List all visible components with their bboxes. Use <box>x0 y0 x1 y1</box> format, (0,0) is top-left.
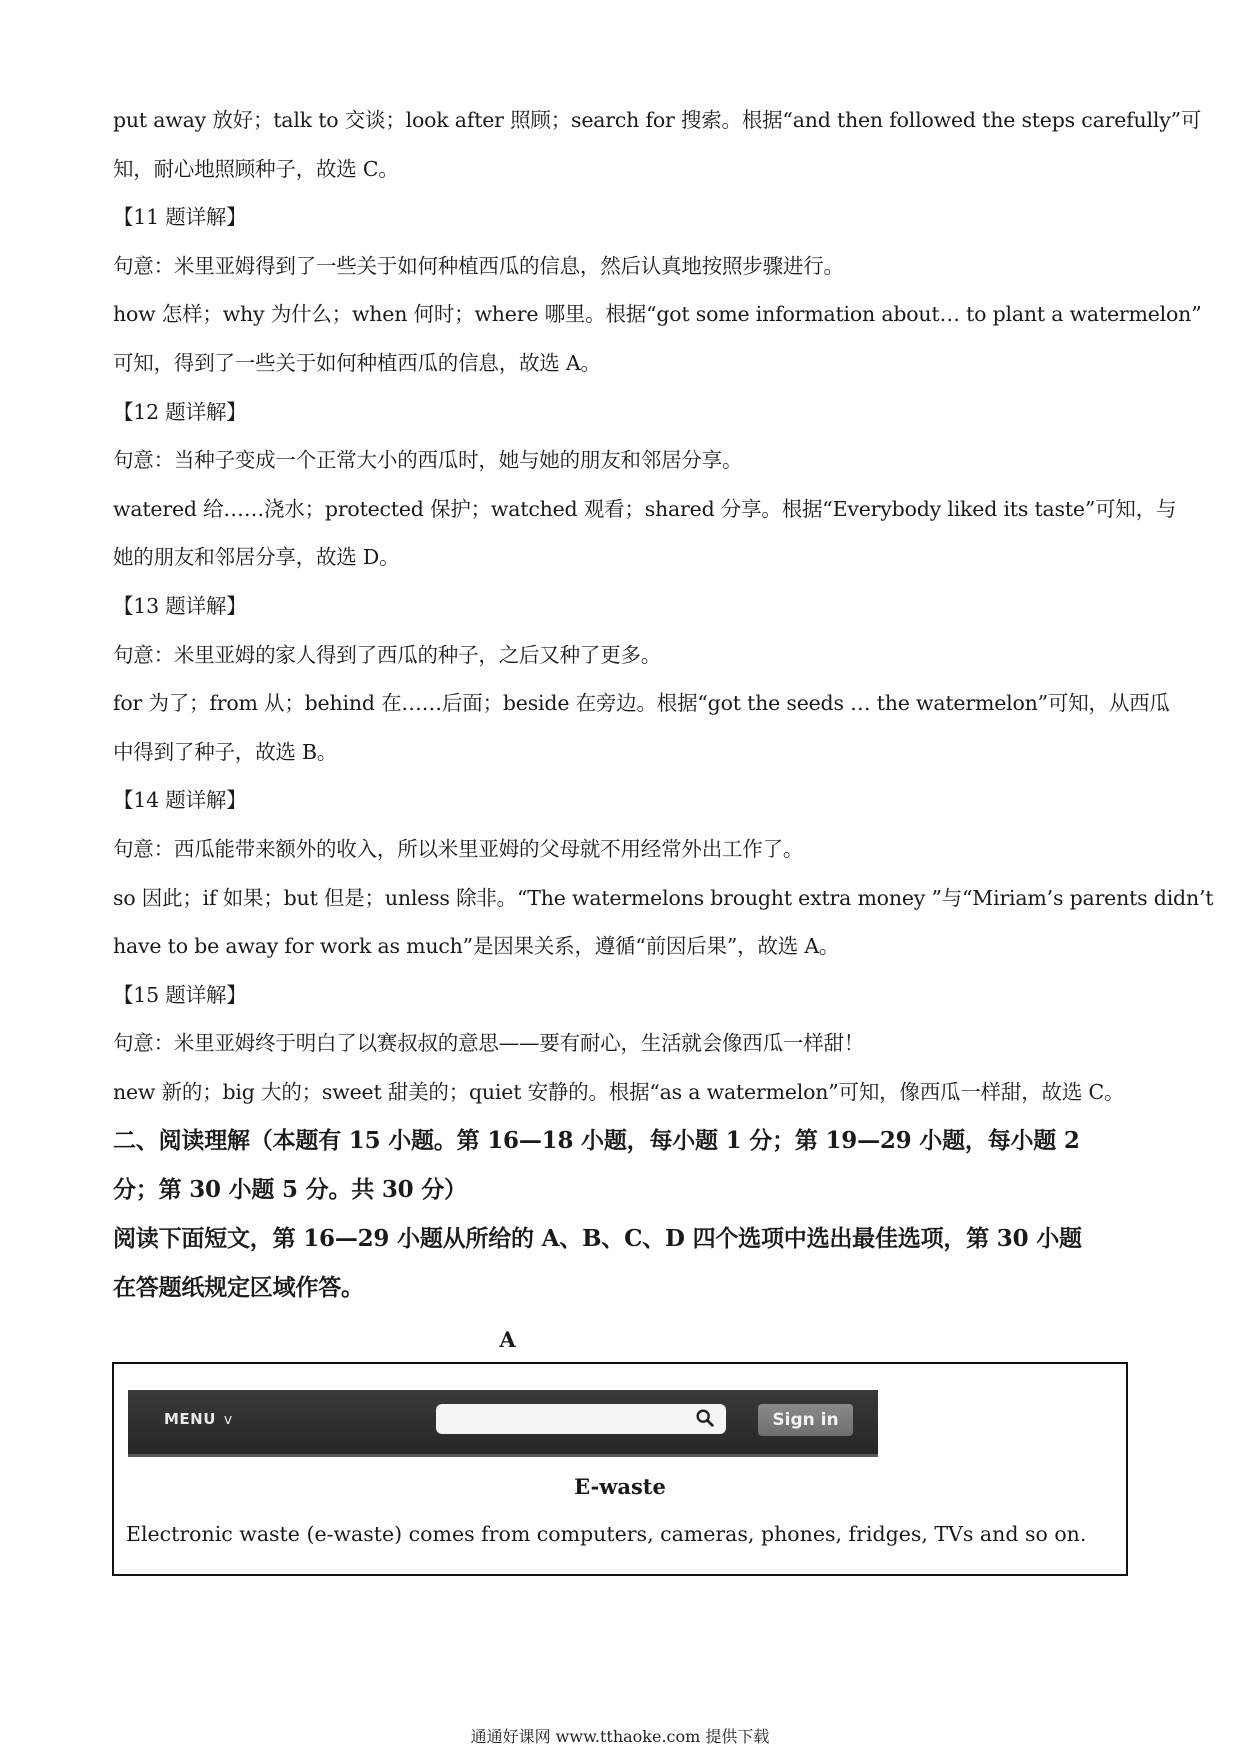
passage-label: A <box>499 1327 516 1352</box>
section-instructions: 阅读下面短文，第 16—29 小题从所给的 A、B、C、D 四个选项中选出最佳选项，第 30 小题 <box>113 1225 1082 1253</box>
text-line: 句意：西瓜能带来额外的收入，所以米里亚姆的父母就不用经常外出工作了。 <box>113 836 804 861</box>
question-heading-14: 【14 题详解】 <box>113 788 247 813</box>
passage-title: E-waste <box>574 1474 666 1499</box>
question-heading-12: 【12 题详解】 <box>113 399 247 424</box>
text-line: put away 放好；talk to 交谈；look after 照顾；search for 搜索。根据“and then followed the steps carefully”可 <box>113 108 1202 132</box>
text-line: 中得到了种子，故选 B。 <box>113 739 338 764</box>
sign-in-button[interactable]: Sign in <box>758 1404 853 1436</box>
section-heading: 二、阅读理解（本题有 15 小题。第 16—18 小题，每小题 1 分；第 19—29 小题，每小题 2 <box>113 1127 1080 1155</box>
text-line: new 新的；big 大的；sweet 甜美的；quiet 安静的。根据“as a watermelon”可知，像西瓜一样甜，故选 C。 <box>113 1079 1125 1104</box>
question-heading-15: 【15 题详解】 <box>113 982 247 1007</box>
menu-label: MENU <box>164 1410 216 1428</box>
search-input[interactable] <box>436 1404 726 1434</box>
text-line: 可知，得到了一些关于如何种植西瓜的信息，故选 A。 <box>113 350 601 375</box>
text-line: 句意：米里亚姆终于明白了以赛叔叔的意思——要有耐心，生活就会像西瓜一样甜！ <box>113 1031 865 1056</box>
passage-box <box>112 1362 1128 1576</box>
text-line: have to be away for work as much”是因果关系，遵循“前因后果”，故选 A。 <box>113 934 840 959</box>
page-footer: 通通好课网 www.tthaoke.com 提供下载 <box>470 1727 770 1746</box>
website-navbar <box>128 1390 878 1457</box>
passage-text: Electronic waste (e-waste) comes from computers, cameras, phones, fridges, TVs and so on. <box>126 1522 1087 1546</box>
document-body <box>113 96 1214 1312</box>
question-heading-11: 【11 题详解】 <box>113 205 247 230</box>
section-heading: 分；第 30 小题 5 分。共 30 分） <box>113 1176 467 1204</box>
text-line: 句意：米里亚姆得到了一些关于如何种植西瓜的信息，然后认真地按照步骤进行。 <box>113 253 844 278</box>
text-line: 她的朋友和邻居分享，故选 D。 <box>113 545 400 570</box>
text-line: for 为了；from 从；behind 在……后面；beside 在旁边。根据“got the seeds … the watermelon”可知，从西瓜 <box>113 691 1170 716</box>
question-heading-13: 【13 题详解】 <box>113 593 247 618</box>
text-line: how 怎样；why 为什么；when 何时；where 哪里。根据“got some information about… to plant a watermelon” <box>113 302 1202 327</box>
section-instructions: 在答题纸规定区域作答。 <box>113 1274 364 1302</box>
chevron-down-icon: v <box>223 1412 233 1428</box>
menu-button[interactable] <box>164 1410 233 1428</box>
text-line: so 因此；if 如果；but 但是；unless 除非。“The watermelons brought extra money ”与“Miriam’s parents didn’t <box>113 885 1214 910</box>
text-line: 句意：当种子变成一个正常大小的西瓜时，她与她的朋友和邻居分享。 <box>113 448 743 473</box>
search-icon[interactable] <box>694 1407 716 1429</box>
text-line: 句意：米里亚姆的家人得到了西瓜的种子，之后又种了更多。 <box>113 642 662 667</box>
text-line: watered 给……浇水；protected 保护；watched 观看；shared 分享。根据“Everybody liked its taste”可知，与 <box>113 496 1177 521</box>
text-line: 知，耐心地照顾种子，故选 C。 <box>113 156 399 181</box>
